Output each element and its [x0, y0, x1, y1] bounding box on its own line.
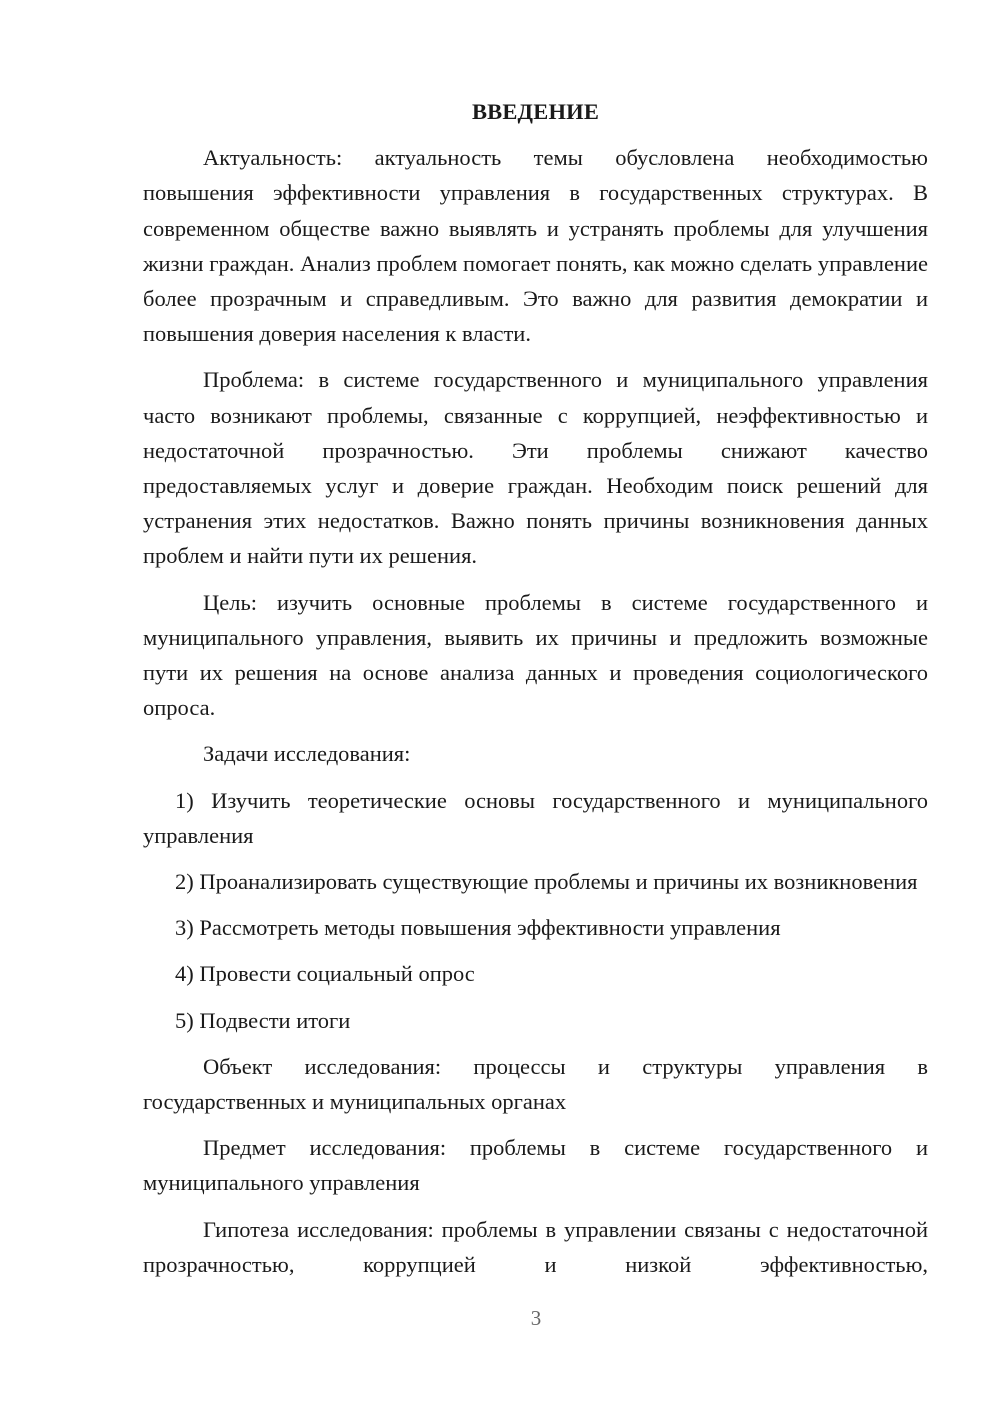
tasks-intro: Задачи исследования:: [203, 741, 411, 767]
hypothesis-paragraph: Гипотеза исследования: проблемы в управлении связаны с недостаточной прозрачностью, коррупцией и низкой эффективностью,: [143, 1216, 928, 1277]
object-paragraph: Объект исследования: процессы и структуры управления в государственных и муниципальных органах: [143, 1053, 928, 1115]
problem-paragraph: Проблема: в системе государственного и муниципального управления часто возникают проблемы, связанные с коррупцией, неэффективностью и недостаточной прозрачностью. Эти проблемы снижают качество предоставляемых услуг и доверие граждан. Необходим поиск решений для устранения этих недостатков. Важно понять причины возникновения данных проблем и найти пути их решения.: [143, 367, 928, 569]
goal-paragraph: Цель: изучить основные проблемы в системе государственного и муниципального управления, выявить их причины и предложить возможные пути их решения на основе анализа данных и проведения социологического опроса.: [143, 589, 928, 721]
page-number: 3: [530, 1306, 542, 1330]
page-title: ВВЕДЕНИЕ: [471, 99, 600, 124]
task-item-3: 3) Рассмотреть методы повышения эффективности управления: [175, 915, 781, 941]
task-item-2: 2) Проанализировать существующие проблемы и причины их возникновения: [175, 869, 918, 895]
task-item-5: 5) Подвести итоги: [175, 1007, 351, 1033]
page-content: [143, 94, 928, 1293]
relevance-paragraph: Актуальность: актуальность темы обусловлена необходимостью повышения эффективности управления в государственных структурах. В современном обществе важно выявлять и устранять проблемы для улучшения жизни граждан. Анализ проблем помогает понять, как можно сделать управление более прозрачным и справедливым. Это важно для развития демократии и повышения доверия населения к власти.: [143, 145, 928, 347]
task-item-1: 1) Изучить теоретические основы государственного и муниципального управления: [143, 787, 928, 848]
subject-paragraph: Предмет исследования: проблемы в системе государственного и муниципального управления: [143, 1135, 928, 1196]
task-item-4: 4) Провести социальный опрос: [175, 961, 475, 987]
